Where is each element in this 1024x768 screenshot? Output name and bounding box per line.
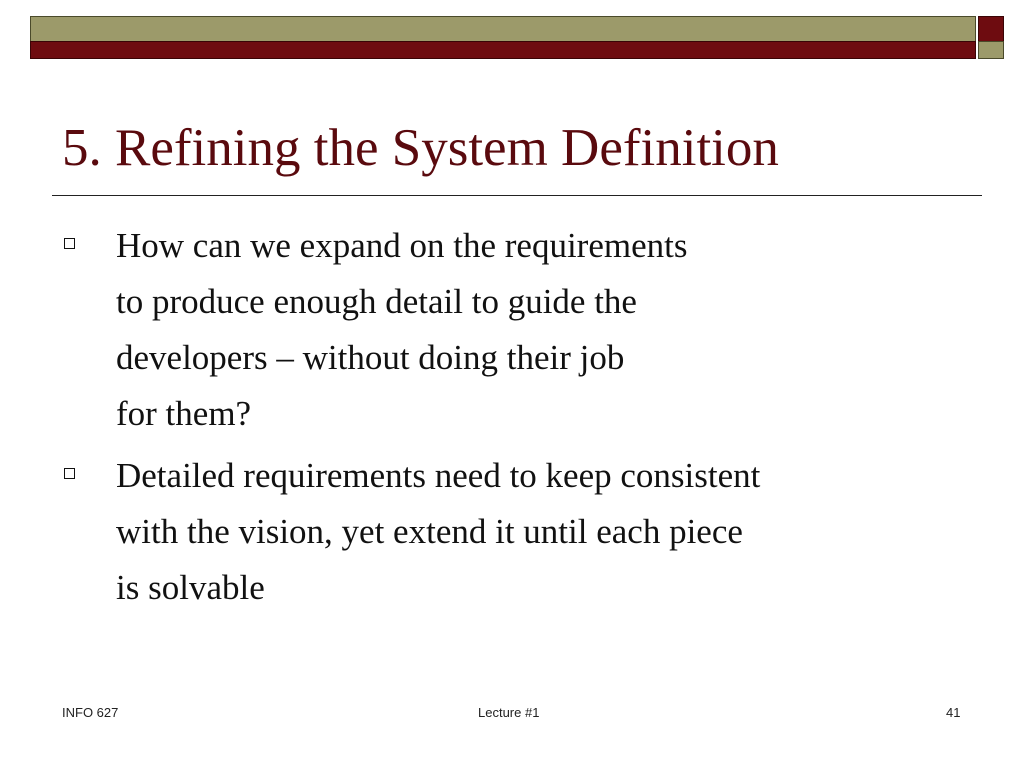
bullet-item: [64, 218, 964, 442]
hollow-square-icon: [64, 468, 75, 479]
footer-page-number: 41: [946, 705, 961, 720]
hollow-square-icon: [64, 238, 75, 249]
bullet-text-line: is solvable: [116, 568, 265, 607]
banner-maroon-square: [978, 16, 1004, 42]
bullet-text-line: How can we expand on the requirements: [116, 226, 688, 265]
bullet-text-line: to produce enough detail to guide the: [116, 282, 637, 321]
footer-course-code: INFO 627: [62, 705, 119, 720]
title-underline-rule: [52, 195, 982, 196]
footer-lecture-label: Lecture #1: [478, 705, 540, 720]
banner-olive-bar: [30, 16, 976, 42]
slide-title: 5. Refining the System Definition: [62, 119, 779, 177]
bullet-text-line: Detailed requirements need to keep consistent: [116, 456, 761, 495]
banner-maroon-bar: [30, 41, 976, 59]
bullet-text-line: developers – without doing their job: [116, 338, 625, 377]
banner-olive-square: [978, 41, 1004, 59]
bullet-text-line: with the vision, yet extend it until each piece: [116, 512, 743, 551]
bullet-text-line: for them?: [116, 394, 252, 433]
bullet-list: [64, 218, 964, 622]
bullet-item: [64, 448, 964, 616]
